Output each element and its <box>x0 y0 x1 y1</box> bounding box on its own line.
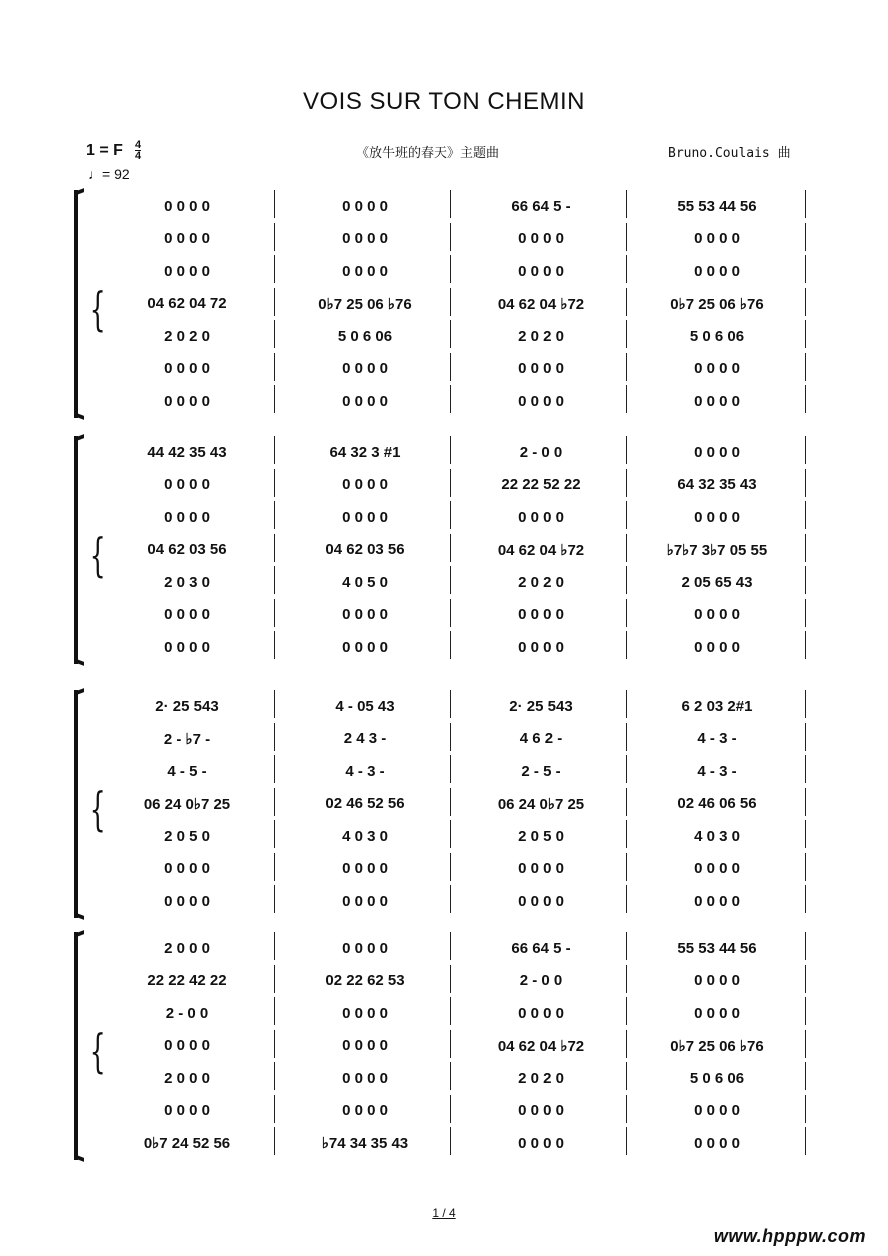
barline-end <box>805 288 806 316</box>
measure: 0 0 0 0 <box>164 860 210 877</box>
measure: 0 0 0 0 <box>518 860 564 877</box>
measure: 4 0 3 0 <box>694 827 740 845</box>
measure: 0 0 0 0 <box>164 360 210 377</box>
measure: 0 0 0 0 <box>342 1102 388 1119</box>
score-title: VOIS SUR TON CHEMIN <box>303 88 585 115</box>
barline <box>274 436 275 464</box>
measure: 0 0 0 0 <box>164 638 210 656</box>
barline <box>274 965 275 993</box>
barline <box>450 223 451 251</box>
measure: 4 - 5 - <box>167 762 207 780</box>
measure: 0♭7 25 06 ♭76 <box>670 295 764 313</box>
site-watermark: www.hpppw.com <box>713 1226 866 1246</box>
measure: 0 0 0 0 <box>694 1004 740 1022</box>
barline-end <box>805 1030 806 1058</box>
measure: 06 24 0♭7 25 <box>497 795 585 813</box>
measure: 0 0 0 0 <box>694 262 740 280</box>
measure: 0 0 0 0 <box>342 508 388 526</box>
measure: 2 0 0 0 <box>164 1069 210 1087</box>
barline <box>626 820 627 848</box>
measure: 0 0 0 0 <box>518 606 564 623</box>
piano-brace: { <box>89 1023 106 1078</box>
measure: 2 0 2 0 <box>518 573 564 591</box>
barline <box>626 1062 627 1090</box>
barline <box>626 788 627 816</box>
barline-end <box>805 436 806 464</box>
barline <box>626 885 627 913</box>
barline <box>450 723 451 751</box>
measure: 0 0 0 0 <box>342 606 388 623</box>
barline <box>450 385 451 413</box>
measure: 06 24 0♭7 25 <box>143 795 231 813</box>
barline-end <box>805 255 806 283</box>
measure: 0 0 0 0 <box>694 230 740 247</box>
page-number: 1 / 4 <box>432 1206 456 1220</box>
measure: ♭7♭7 3♭7 05 55 <box>666 541 768 559</box>
barline-end <box>805 965 806 993</box>
barline <box>274 690 275 718</box>
staff-row <box>100 857 806 881</box>
barline-end <box>805 885 806 913</box>
measure: 5 0 6 06 <box>337 327 393 345</box>
barline <box>626 255 627 283</box>
measure: 0 0 0 0 <box>694 860 740 877</box>
barline-end <box>805 353 806 381</box>
staff-row <box>100 227 806 251</box>
barline <box>274 1062 275 1090</box>
measure: 0 0 0 0 <box>164 508 210 526</box>
barline <box>450 534 451 562</box>
barline <box>274 820 275 848</box>
measure: 66 64 5 - <box>511 197 571 215</box>
measure: 0 0 0 0 <box>164 262 210 280</box>
measure: 64 32 35 43 <box>677 476 757 493</box>
staff-row <box>100 889 806 913</box>
staff-row <box>100 324 806 348</box>
barline <box>274 885 275 913</box>
measure: 0 0 0 0 <box>342 939 388 957</box>
barline <box>450 566 451 594</box>
barline <box>274 1030 275 1058</box>
measure: 0 0 0 0 <box>342 360 388 377</box>
barline <box>450 885 451 913</box>
measure: 4 - 3 - <box>697 762 737 780</box>
measure: 0 0 0 0 <box>164 230 210 247</box>
measure: 4 6 2 - <box>519 730 563 747</box>
measure: 0 0 0 0 <box>518 892 564 910</box>
measure: 04 62 04 ♭72 <box>497 295 585 313</box>
measure: 0 0 0 0 <box>518 360 564 377</box>
barline-end <box>805 755 806 783</box>
measure: 2· 25 543 <box>155 697 219 715</box>
measure: 2 0 5 0 <box>518 827 564 845</box>
barline <box>626 566 627 594</box>
staff-row <box>100 824 806 848</box>
measure: 64 32 3 #1 <box>329 443 401 461</box>
measure: 0 0 0 0 <box>694 508 740 526</box>
barline <box>626 723 627 751</box>
measure: 0 0 0 0 <box>518 1102 564 1119</box>
barline <box>450 288 451 316</box>
barline-end <box>805 1095 806 1123</box>
barline <box>274 288 275 316</box>
barline <box>450 1062 451 1090</box>
barline-end <box>805 534 806 562</box>
barline-end <box>805 788 806 816</box>
measure: 0 0 0 0 <box>164 476 210 493</box>
barline <box>626 436 627 464</box>
barline <box>274 190 275 218</box>
measure: 0 0 0 0 <box>518 230 564 247</box>
measure: 0 0 0 0 <box>342 1037 388 1054</box>
barline-end <box>805 932 806 960</box>
barline <box>450 1030 451 1058</box>
barline <box>626 288 627 316</box>
staff-row <box>100 759 806 783</box>
measure: 0 0 0 0 <box>164 606 210 623</box>
staff-row <box>100 1131 806 1155</box>
barline <box>274 501 275 529</box>
barline <box>450 599 451 627</box>
measure: 0 0 0 0 <box>342 860 388 877</box>
barline <box>274 223 275 251</box>
measure: 4 - 3 - <box>697 730 737 747</box>
barline <box>274 1095 275 1123</box>
measure: 0 0 0 0 <box>342 1069 388 1087</box>
measure: 2 0 5 0 <box>164 827 210 845</box>
barline <box>626 690 627 718</box>
measure: 04 62 03 56 <box>325 541 405 558</box>
measure: 0 0 0 0 <box>164 392 210 410</box>
measure: 02 22 62 53 <box>325 972 405 989</box>
measure: 4 - 3 - <box>345 762 385 780</box>
composer-credit: Bruno.Coulais 曲 <box>668 146 791 161</box>
barline <box>450 853 451 881</box>
measure: 04 62 03 56 <box>147 541 227 558</box>
barline-end <box>805 1127 806 1155</box>
measure: 0 0 0 0 <box>164 197 210 215</box>
measure: 44 42 35 43 <box>147 443 227 461</box>
measure: ♭74 34 35 43 <box>321 1135 409 1152</box>
staff-row <box>100 505 806 529</box>
measure: 0♭7 24 52 56 <box>143 1135 231 1152</box>
piano-brace: { <box>89 781 106 836</box>
system-3 <box>74 694 808 922</box>
measure: 0 0 0 0 <box>694 1102 740 1119</box>
barline-end <box>805 997 806 1025</box>
measure: 55 53 44 56 <box>677 197 757 215</box>
barline <box>450 997 451 1025</box>
barline <box>274 723 275 751</box>
measure: 5 0 6 06 <box>689 1069 745 1087</box>
staff-row <box>100 259 806 283</box>
barline-end <box>805 599 806 627</box>
barline <box>626 385 627 413</box>
barline <box>626 353 627 381</box>
barline-end <box>805 190 806 218</box>
barline <box>626 223 627 251</box>
staff-row <box>100 1099 806 1123</box>
measure: 0 0 0 0 <box>342 262 388 280</box>
barline <box>626 755 627 783</box>
measure: 6 2 03 2#1 <box>681 697 753 715</box>
barline <box>450 690 451 718</box>
staff-row <box>100 389 806 413</box>
system-4 <box>74 936 808 1164</box>
measure: 4 0 3 0 <box>342 827 388 845</box>
barline <box>450 965 451 993</box>
measure: 04 62 04 ♭72 <box>497 541 585 559</box>
barline-end <box>805 320 806 348</box>
measure: 0 0 0 0 <box>694 972 740 989</box>
barline-end <box>805 853 806 881</box>
measure: 4 - 05 43 <box>335 697 395 715</box>
measure: 0♭7 25 06 ♭76 <box>670 1037 764 1055</box>
piano-brace: { <box>89 527 106 582</box>
measure: 0 0 0 0 <box>518 508 564 526</box>
barline <box>274 755 275 783</box>
system-bracket <box>74 932 84 1160</box>
staff-row <box>100 792 806 816</box>
barline <box>450 1095 451 1123</box>
barline-end <box>805 223 806 251</box>
barline <box>626 997 627 1025</box>
staff-row <box>100 635 806 659</box>
measure: 4 0 5 0 <box>342 573 388 591</box>
barline <box>626 534 627 562</box>
barline <box>626 853 627 881</box>
measure: 2 - ♭7 - <box>163 730 211 748</box>
barline <box>274 853 275 881</box>
measure: 0 0 0 0 <box>694 1134 740 1152</box>
barline <box>626 631 627 659</box>
measure: 55 53 44 56 <box>677 939 757 957</box>
system-2 <box>74 440 808 668</box>
barline <box>626 932 627 960</box>
measure: 0 0 0 0 <box>342 197 388 215</box>
barline-end <box>805 501 806 529</box>
key-signature: 1 = F <box>86 142 123 159</box>
staff-row <box>100 1001 806 1025</box>
measure: 2 4 3 - <box>343 730 387 747</box>
staff-row <box>100 292 806 316</box>
barline <box>626 599 627 627</box>
barline-end <box>805 385 806 413</box>
barline <box>450 501 451 529</box>
measure: 0 0 0 0 <box>518 262 564 280</box>
barline <box>450 631 451 659</box>
barline <box>274 385 275 413</box>
measure: 0 0 0 0 <box>342 1004 388 1022</box>
barline <box>450 320 451 348</box>
barline <box>274 631 275 659</box>
measure: 2 - 0 0 <box>519 972 563 989</box>
measure: 0 0 0 0 <box>342 392 388 410</box>
barline <box>450 755 451 783</box>
measure: 5 0 6 06 <box>689 327 745 345</box>
barline <box>450 190 451 218</box>
barline <box>274 788 275 816</box>
measure: 0 0 0 0 <box>694 392 740 410</box>
measure: 0 0 0 0 <box>164 1037 210 1054</box>
barline-end <box>805 723 806 751</box>
staff-row <box>100 538 806 562</box>
measure: 2 0 3 0 <box>164 573 210 591</box>
staff-row <box>100 694 806 718</box>
measure: 0 0 0 0 <box>342 638 388 656</box>
barline <box>274 320 275 348</box>
barline <box>626 320 627 348</box>
barline <box>450 255 451 283</box>
measure: 02 46 06 56 <box>677 795 757 812</box>
measure: 0 0 0 0 <box>694 443 740 461</box>
measure: 66 64 5 - <box>511 939 571 957</box>
measure: 0 0 0 0 <box>518 1004 564 1022</box>
barline <box>274 566 275 594</box>
barline <box>626 965 627 993</box>
barline <box>450 1127 451 1155</box>
barline <box>626 1095 627 1123</box>
measure: 22 22 52 22 <box>501 476 581 493</box>
measure: 2 - 0 0 <box>519 443 563 461</box>
staff-row <box>100 440 806 464</box>
time-signature <box>135 140 141 161</box>
barline-end <box>805 566 806 594</box>
barline <box>274 469 275 497</box>
barline <box>450 353 451 381</box>
tempo-marking: ♩= 92 <box>88 166 130 182</box>
measure: 0 0 0 0 <box>518 392 564 410</box>
staff-row <box>100 570 806 594</box>
system-bracket <box>74 190 84 418</box>
staff-row <box>100 1066 806 1090</box>
measure: 0♭7 25 06 ♭76 <box>318 295 412 313</box>
time-signature-top: 4 <box>135 139 142 151</box>
measure: 0 0 0 0 <box>164 892 210 910</box>
barline <box>274 255 275 283</box>
staff-row <box>100 194 806 218</box>
system-bracket <box>74 436 84 664</box>
measure: 2 0 0 0 <box>164 939 210 957</box>
system-bracket <box>74 690 84 918</box>
measure: 2 - 0 0 <box>165 1004 209 1022</box>
measure: 22 22 42 22 <box>147 972 227 989</box>
measure: 0 0 0 0 <box>694 892 740 910</box>
measure: 04 62 04 ♭72 <box>497 1037 585 1055</box>
measure: 0 0 0 0 <box>342 230 388 247</box>
staff-row <box>100 1034 806 1058</box>
barline-end <box>805 469 806 497</box>
barline <box>274 1127 275 1155</box>
barline <box>450 436 451 464</box>
barline <box>626 501 627 529</box>
measure: 02 46 52 56 <box>325 795 405 812</box>
measure: 2 0 2 0 <box>518 1069 564 1087</box>
barline <box>626 1127 627 1155</box>
measure: 0 0 0 0 <box>342 892 388 910</box>
barline <box>450 932 451 960</box>
measure: 2 05 65 43 <box>681 573 753 591</box>
barline <box>274 353 275 381</box>
staff-row <box>100 936 806 960</box>
barline <box>274 534 275 562</box>
barline <box>450 469 451 497</box>
measure: 2· 25 543 <box>509 697 573 715</box>
measure: 2 0 2 0 <box>518 327 564 345</box>
barline-end <box>805 820 806 848</box>
staff-row <box>100 727 806 751</box>
barline <box>274 599 275 627</box>
measure: 0 0 0 0 <box>518 638 564 656</box>
measure: 04 62 04 72 <box>147 295 227 312</box>
staff-row <box>100 969 806 993</box>
measure: 0 0 0 0 <box>518 1134 564 1152</box>
measure: 0 0 0 0 <box>694 638 740 656</box>
barline <box>626 190 627 218</box>
barline-end <box>805 1062 806 1090</box>
barline <box>274 932 275 960</box>
page-footer <box>0 1206 888 1220</box>
measure: 0 0 0 0 <box>694 606 740 623</box>
barline <box>626 469 627 497</box>
barline <box>450 788 451 816</box>
measure: 2 - 5 - <box>521 762 561 780</box>
measure: 0 0 0 0 <box>694 360 740 377</box>
time-signature-bottom: 4 <box>135 150 142 162</box>
barline <box>626 1030 627 1058</box>
measure: 0 0 0 0 <box>342 476 388 493</box>
staff-row <box>100 603 806 627</box>
measure: 0 0 0 0 <box>164 1102 210 1119</box>
barline <box>450 820 451 848</box>
staff-row <box>100 357 806 381</box>
barline-end <box>805 631 806 659</box>
measure: 2 0 2 0 <box>164 327 210 345</box>
staff-row <box>100 473 806 497</box>
system-1 <box>74 194 808 422</box>
barline <box>274 997 275 1025</box>
score-subtitle: 《放牛班的春天》主题曲 <box>356 146 500 161</box>
barline-end <box>805 690 806 718</box>
piano-brace: { <box>89 281 106 336</box>
